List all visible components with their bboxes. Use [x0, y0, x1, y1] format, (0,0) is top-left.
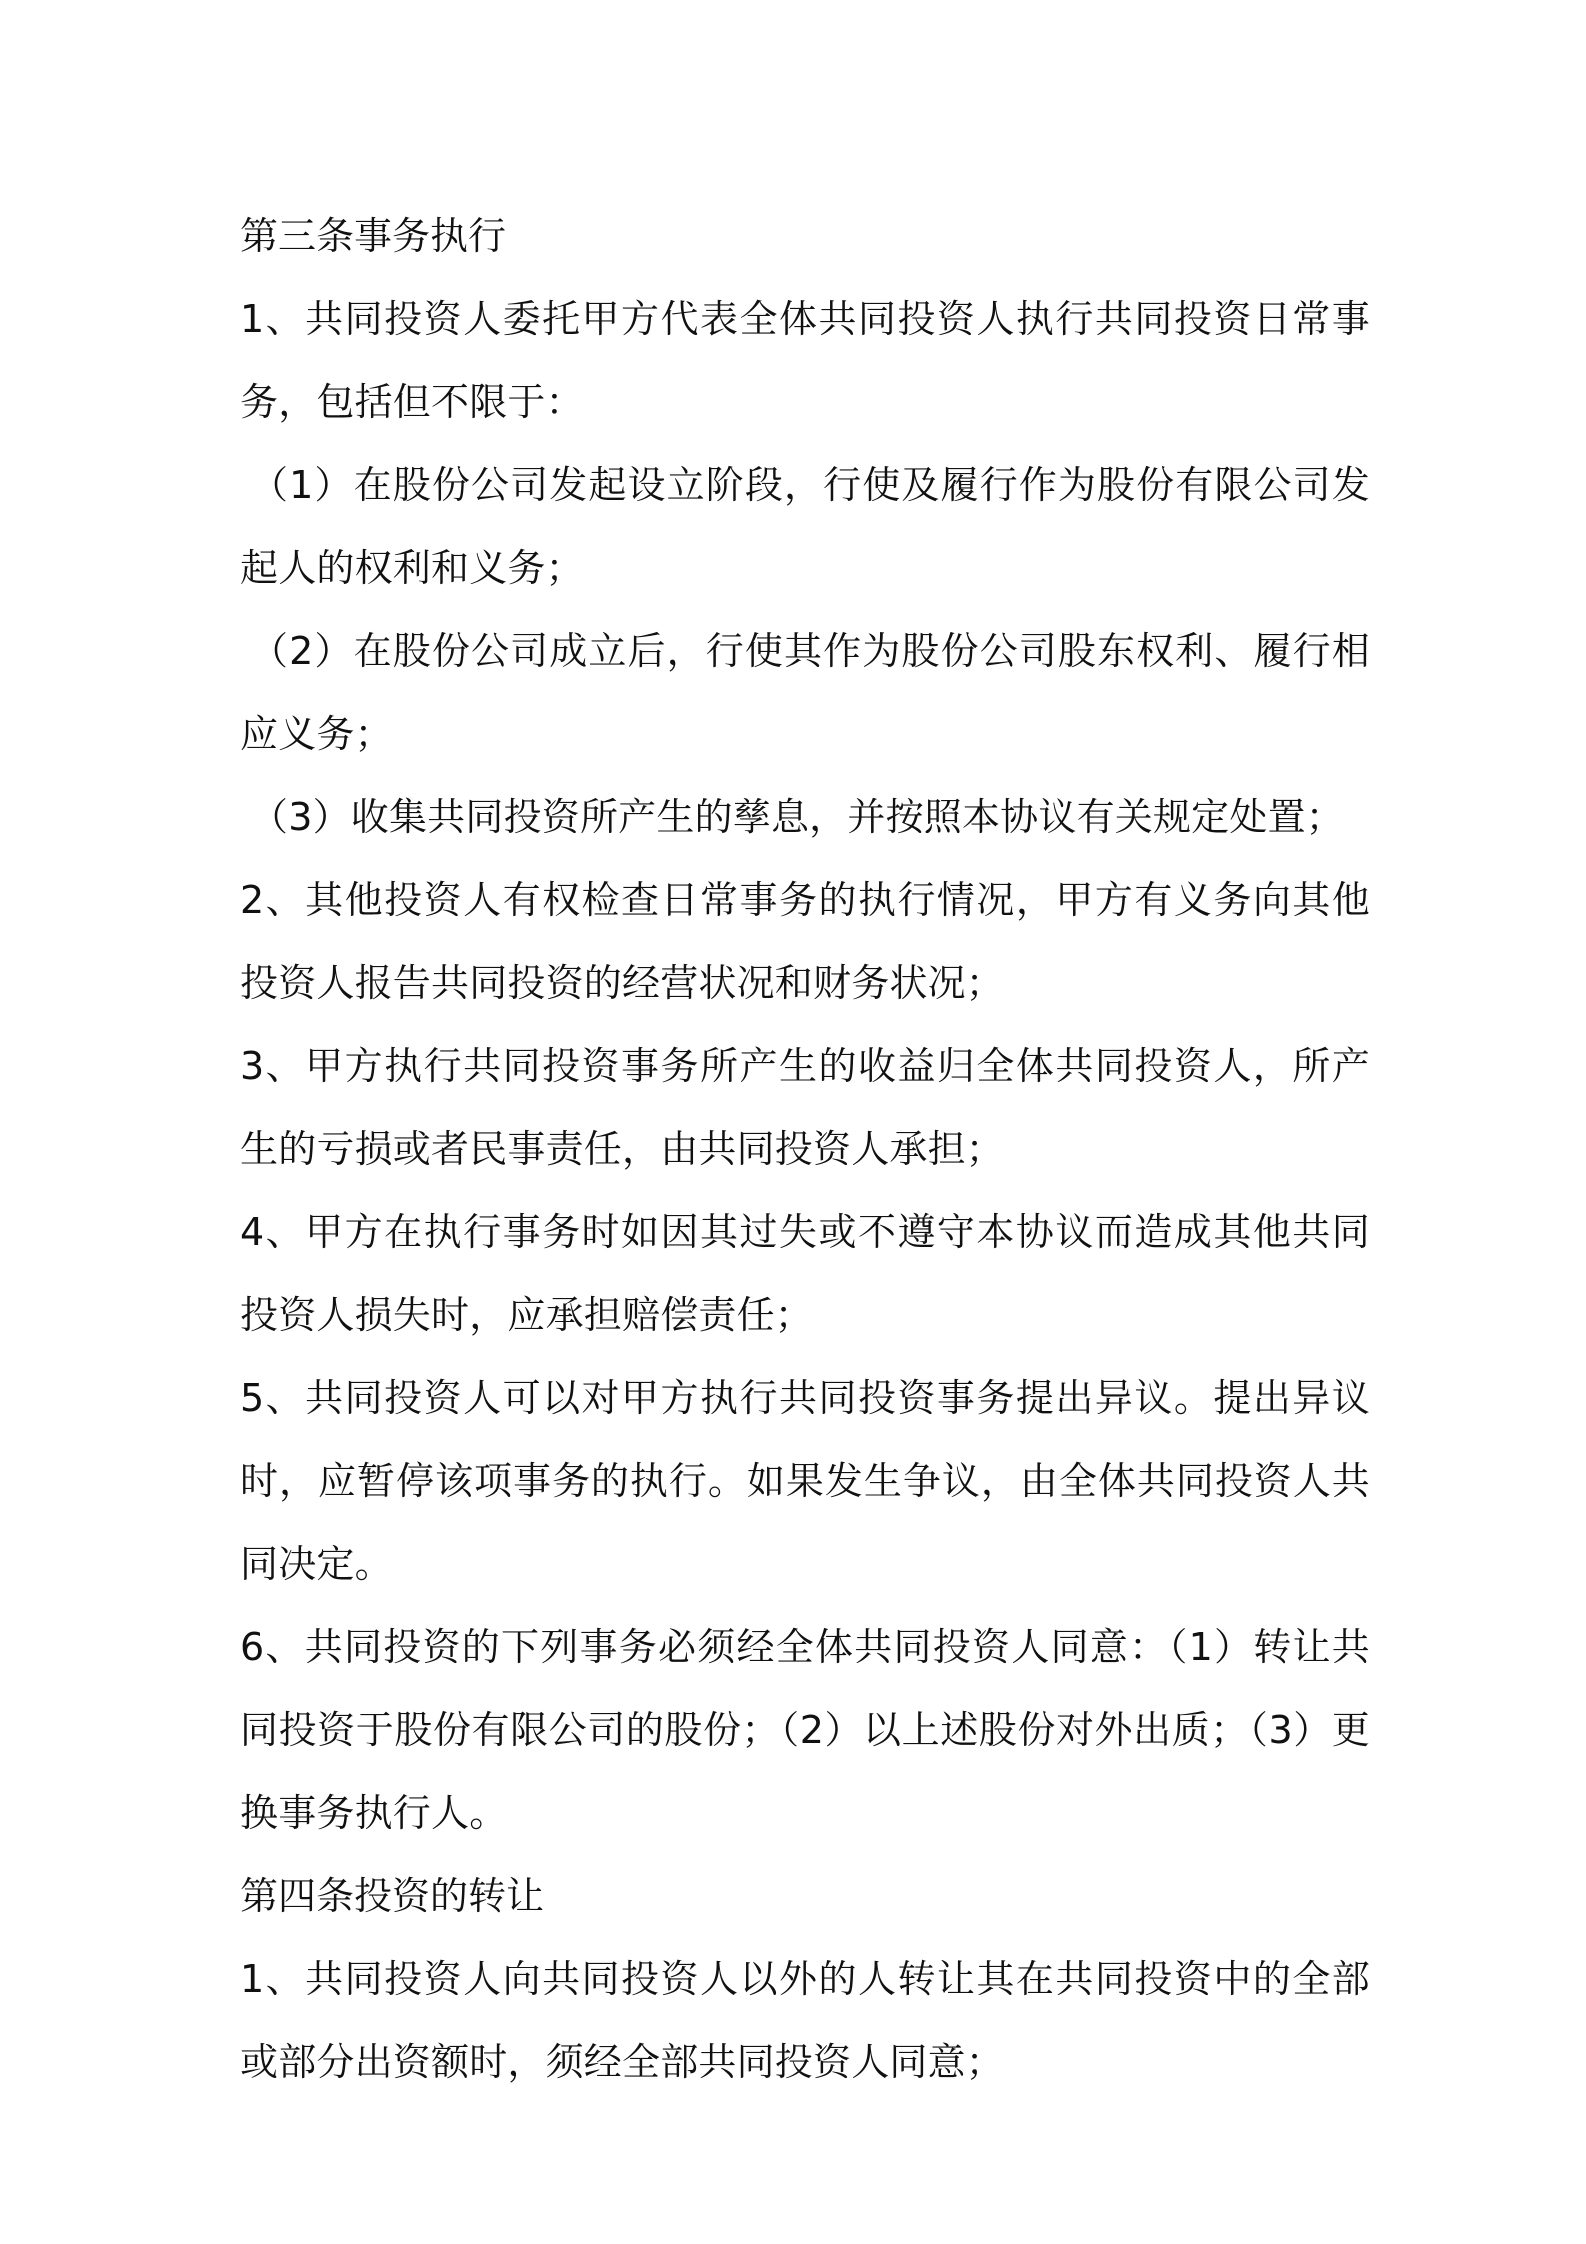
article-4-clause-1: 1、共同投资人向共同投资人以外的人转让其在共同投资中的全部或部分出资额时，须经全部共同投资人同意；	[240, 1957, 1370, 2084]
article-3-clause-1-item-1: （1）在股份公司发起设立阶段，行使及履行作为股份有限公司发起人的权利和义务；	[240, 463, 1370, 590]
document-body	[240, 195, 1370, 2104]
article-3-clause-5: 5、共同投资人可以对甲方执行共同投资事务提出异议。提出异议时，应暂停该项事务的执行。如果发生争议，由全体共同投资人共同决定。	[240, 1376, 1370, 1586]
article-3-clause-1-item-3: （3）收集共同投资所产生的孳息，并按照本协议有关规定处置；	[250, 795, 1344, 839]
article-3-clause-4: 4、甲方在执行事务时如因其过失或不遵守本协议而造成其他共同投资人损失时，应承担赔偿责任；	[240, 1210, 1370, 1337]
article-3-clause-3: 3、甲方执行共同投资事务所产生的收益归全体共同投资人，所产生的亏损或者民事责任，由共同投资人承担；	[240, 1044, 1370, 1171]
article-3-clause-2: 2、其他投资人有权检查日常事务的执行情况，甲方有义务向其他投资人报告共同投资的经营状况和财务状况；	[240, 878, 1370, 1005]
article-3-clause-1-item-2: （2）在股份公司成立后，行使其作为股份公司股东权利、履行相应义务；	[240, 629, 1370, 756]
article-3-title: 第三条事务执行	[240, 214, 507, 258]
article-3-clause-6: 6、共同投资的下列事务必须经全体共同投资人同意：（1）转让共同投资于股份有限公司的股份；（2）以上述股份对外出质；（3）更换事务执行人。	[240, 1625, 1370, 1835]
article-4-title: 第四条投资的转让	[240, 1874, 545, 1918]
article-3-clause-1: 1、共同投资人委托甲方代表全体共同投资人执行共同投资日常事务，包括但不限于：	[240, 297, 1370, 424]
